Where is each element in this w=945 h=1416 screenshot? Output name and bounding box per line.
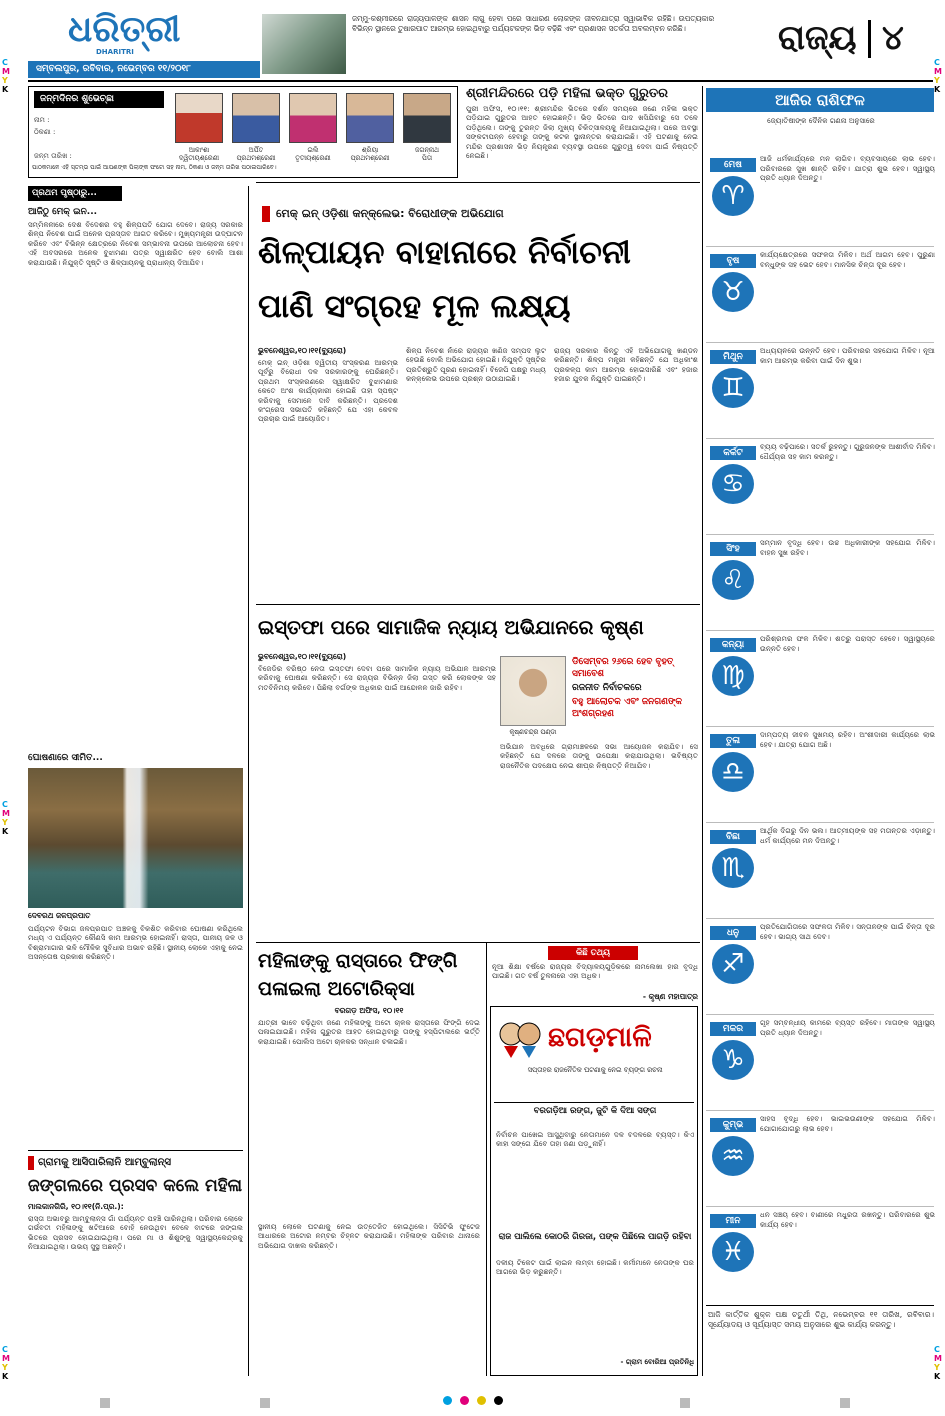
color-dot-yellow (477, 1396, 486, 1405)
dateline-bar (28, 61, 260, 78)
logo-text: ଧରିତ୍ରୀ (68, 9, 181, 50)
rashi-name-4: ସିଂହ (710, 542, 756, 556)
rashi-divider (706, 438, 934, 439)
rashi-text-7: ଆର୍ଥିକ ଦିଗରୁ ଦିନ ଭଲ। ଆତ୍ମୀୟଙ୍କ ସହ ମତାନ୍ତର ଏଡ଼ାନ୍ତୁ। ଧର୍ମ କାର୍ଯ୍ୟରେ ମନ ଦିଅନ୍ତୁ। (760, 826, 935, 845)
chhad-body2: ଦଳୀୟ ଟିକେଟ ପାଇଁ ଲାଇନ ଲମ୍ବା ହୋଇଛି। କର୍ମୀମାନେ ନେତାଙ୍କ ଘର ଆଗରେ ଭିଡ଼ କରୁଛନ୍ତି। (496, 1258, 694, 1277)
ambulance-body: ରାସ୍ତା ଅଭାବରୁ ଆମ୍ବୁଲାନ୍ସ ଗାଁ ପର୍ଯ୍ୟନ୍ତ ପହଞ୍ଚି ପାରିନଥିଲା। ପରିବାର ଲୋକେ ଗର୍ଭବତୀ ମହିଳାଙ୍କୁ ଖଟିଆରେ ବୋହି ନେଉଥିବା ବେଳେ ବାଟରେ ଜଙ୍ଗଲ ଭିତରେ ପ୍ରସବ ହୋଇଯାଇଥିଲା। ପରେ ମା ଓ ଶିଶୁଙ୍କୁ ସ୍ୱାସ୍ଥ୍ୟକେନ୍ଦ୍ରକୁ ନିଆଯାଇଥିଲା। ଉଭୟ ସୁସ୍ଥ ଅଛନ୍ତି। (28, 1214, 243, 1252)
dateline-text: ସମ୍ବଲପୁର, ରବିବାର, ନଭେମ୍ବର ୧୧/୨୦୧୮ (36, 64, 191, 74)
color-square-left (100, 1398, 110, 1408)
resign-photo (500, 656, 566, 726)
color-dot-cyan (443, 1396, 452, 1405)
resign-headline: ଇସ୍ତଫା ପରେ ସାମାଜିକ ନ୍ୟାୟ ଅଭିଯାନରେ କୃଷ୍ଣ (258, 616, 644, 639)
right-col-rule (702, 86, 703, 1376)
masthead-rule (28, 80, 933, 82)
color-square-right (680, 1398, 690, 1408)
left-col-body2: ପର୍ଯ୍ୟଟନ ବିଭାଗ ଜଳପ୍ରପାତ ଅଞ୍ଚଳକୁ ବିକଶିତ କରିବାର ଘୋଷଣା କରିଥିଲେ ମଧ୍ୟ ଏ ପର୍ଯ୍ୟନ୍ତ କୌଣସି କାମ ଆରମ୍ଭ ହୋଇନାହିଁ। ରାସ୍ତା, ପାନୀୟ ଜଳ ଓ ବିଶ୍ରାମାଗାର ଭଳି ମୌଳିକ ସୁବିଧାର ଅଭାବ ରହିଛି। ସ୍ଥାନୀୟ ଲୋକେ ଏହାକୁ ନେଇ ଅସନ୍ତୋଷ ପ୍ରକାଶ କରିଛନ୍ତି। (28, 924, 243, 962)
auto-col1: ଯାତ୍ରୀ ଭାବେ ଚଢ଼ିଥିବା ଜଣେ ମହିଳାଙ୍କୁ ଅଟୋ ଚାଳକ ରାସ୍ତାରେ ଫିଙ୍ଗି ଦେଇ ପଳାଇଯାଇଛି। ମହିଳା ଗୁରୁତର ଆହତ ହୋଇଥିବାରୁ ତାଙ୍କୁ ହସ୍ପିଟାଲରେ ଭର୍ତ୍ତି କରାଯାଇଛି। ପୋଲିସ ଅଟୋ ଚାଳକର ସନ୍ଧାନ ଚଳାଇଛି। (258, 1018, 480, 1046)
auto-headline-1: ମହିଳାଙ୍କୁ ରାସ୍ତାରେ ଫିଙ୍ଗି (258, 950, 458, 972)
rashi-text-1: କାର୍ଯ୍ୟକ୍ଷେତ୍ରରେ ସଫଳତା ମିଳିବ। ଅର୍ଥ ଆଗମ ହେବ। ପୁରୁଣା ବନ୍ଧୁଙ୍କ ସହ ଭେଟ ହେବ। ମାନସିକ ଚିନ୍ତା ଦୂର ହେବ। (760, 250, 935, 269)
zodiac-icon: ♊ (712, 368, 754, 408)
kichhi-body: ନୂଆ ଶିକ୍ଷା ବର୍ଷରେ ରାଜ୍ୟର ବିଦ୍ୟାଳୟଗୁଡ଼ିକରେ ନାମଲେଖା ହାର ବୃଦ୍ଧି ପାଇଛି। ଗତ ବର୍ଷ ତୁଳନାରେ ଏହା ଅଧିକ। (492, 962, 698, 981)
lead-col1: ମେକ୍ ଇନ୍ ଓଡ଼ିଶା ଦ୍ୱିତୀୟ ସଂସ୍କରଣ ଆରମ୍ଭ ପୂର୍ବରୁ ବିରୋଧୀ ଦଳ ସରକାରଙ୍କୁ ଘେରିଛନ୍ତି। ପ୍ରଥମ ସଂସ୍କରଣରେ ସ୍ୱାକ୍ଷରିତ ବୁଝାମଣାର କେତେ ଅଂଶ କାର୍ଯ୍ୟକାରୀ ହୋଇଛି ତାହା ସ୍ପଷ୍ଟ କରିବାକୁ ସେମାନେ ଦାବି କରିଛନ୍ତି। ପ୍ରଦେଶ କଂଗ୍ରେସ ସଭାପତି କହିଛନ୍ତି ଯେ ଏହା କେବଳ ପ୍ରଚାର ପାଇଁ ଆୟୋଜିତ। (258, 358, 398, 424)
kid-photo-5 (403, 93, 451, 143)
color-dot-black (494, 1396, 503, 1405)
chhad-intro: ସପ୍ତାହର ରାଜନୈତିକ ଘଟଣାକୁ ନେଇ ବ୍ୟଙ୍ଗ ରଚନା (527, 1066, 663, 1074)
panjika-text: ଆଜି କାର୍ତ୍ତିକ ଶୁକ୍ଳ ପକ୍ଷ ଚତୁର୍ଥୀ ତିଥି, ନଭେମ୍ବର ୧୧ ତାରିଖ, ରବିବାର। ସୂର୍ଯ୍ୟୋଦୟ ଓ ସୂର୍ଯ୍ୟାସ୍ତ ସମୟ ଅନୁସାରେ ଶୁଭ କାର୍ଯ୍ୟ କରନ୍ତୁ। (708, 1310, 934, 1329)
chhad-cartoon-icon (496, 1016, 544, 1060)
rashi-divider (706, 1206, 934, 1207)
lead-headline-2: ପାଣି ସଂଗ୍ରହ ମୂଳ ଲକ୍ଷ୍ୟ (258, 287, 571, 325)
rashifal-bottom-rule (706, 1305, 934, 1306)
chhad-cartoon-svg (496, 1016, 544, 1060)
registration-mark-bottom: C M Y K (2, 1345, 10, 1381)
zodiac-icon: ♎ (712, 752, 754, 792)
zodiac-icon: ♈ (712, 176, 754, 216)
rashifal-author: ଜ୍ୟୋତିଷୀଙ୍କ ଦୈନିକ ଗଣନା ଅନୁସାରେ (767, 116, 875, 125)
chhad-credit: - ଗ୍ରାମ ବୋରିଆ ପ୍ରତିନିଧି (620, 1358, 694, 1366)
resign-bullet-1: ଡିସେମ୍ବର ୨୬ରେ ହେବ ବୃହତ୍ ସମାବେଶ (572, 657, 674, 679)
chhad-title: ଛଗଡ଼ମାଳି (548, 1022, 652, 1053)
resign-bullet-2: ରଜନୀତ ନିର୍ବାଚକରେ (572, 683, 642, 693)
resign-col2: ଅଭିଯାନ ଅବଧିରେ ଗ୍ରାମାଞ୍ଚଳରେ ସଭା ଆୟୋଜନ କରାଯିବ। ସେ କହିଛନ୍ତି ଯେ ଦଳରେ ତାଙ୍କୁ ଉପେକ୍ଷା କରାଯାଉଥିଲା। ଭବିଷ୍ୟତ ରାଜନୈତିକ ପଦକ୍ଷେପ ନେଇ ଶୀଘ୍ର ନିଷ୍ପତ୍ତି ନିଆଯିବ। (500, 742, 698, 770)
rashi-text-3: ବ୍ୟୟ ବଢ଼ିପାରେ। ସତର୍କ ରୁହନ୍ତୁ। ଗୁରୁଜନଙ୍କ ଆଶୀର୍ବାଦ ମିଳିବ। ଧୈର୍ଯ୍ୟର ସହ କାମ କରନ୍ତୁ। (760, 442, 935, 461)
color-dot-magenta (460, 1396, 469, 1405)
chhad-body1: ନିର୍ବାଚନ ପାଖେଇ ଆସୁଥିବାରୁ ନେତାମାନେ ଦଳ ବଦଳରେ ବ୍ୟସ୍ତ। କିଏ କାହା ସଙ୍ଗେ ଯିବେ ତାହା ଜଣା ପଡ଼ୁନାହିଁ। (496, 1130, 694, 1149)
form-date-label: ଜନ୍ମ ତାରିଖ : (34, 152, 72, 160)
lead-col2: ଶିଳ୍ପ ନିବେଶ ନାଁରେ ରାଜ୍ୟର ଖଣିଜ ସମ୍ପଦ ଲୁଟ ହେଉଛି ବୋଲି ଅଭିଯୋଗ ହୋଇଛି। ନିଯୁକ୍ତି ସୃଷ୍ଟିର ପ୍ରତିଶ୍ରୁତି ପୂରଣ ହୋଇନାହିଁ। ବିଜେପି ପକ୍ଷରୁ ମଧ୍ୟ କନ୍‌କ୍ଲେଭ ଉପରେ ପ୍ରଶ୍ନ ଉଠାଯାଇଛି। (406, 346, 546, 384)
auto-col2: ସ୍ଥାନୀୟ ଲୋକେ ଘଟଣାକୁ ନେଇ ଉତ୍ତେଜିତ ହୋଇଥିଲେ। ସିସିଟିଭି ଫୁଟେଜ ଆଧାରରେ ଅଟୋର ନମ୍ବର ଚିହ୍ନଟ କରାଯାଉଛି। ମହିଳାଙ୍କ ପରିବାର ଥାନାରେ ଅଭିଯୋଗ ଦାଖଲ କରିଛନ୍ତି। (258, 1222, 480, 1250)
zodiac-icon: ♌ (712, 560, 754, 600)
registration-mark-top: C M Y K (2, 58, 10, 94)
section-name: ରାଜ୍ୟ (778, 18, 857, 58)
bottom-color-bar (0, 1396, 945, 1410)
form-address-label: ଠିକଣା : (34, 128, 56, 136)
left-col-heading: ପ୍ରଥମ ପୃଷ୍ଠାରୁ... (28, 186, 122, 201)
rashi-name-8: ଧନୁ (710, 926, 756, 940)
resign-dateline: ଭୁବନେଶ୍ୱର,୧୦।୧୧(ବ୍ୟୁରୋ) (258, 652, 347, 661)
rashi-divider (706, 1110, 934, 1111)
form-name-label: ନାମ : (34, 116, 50, 124)
resign-top-rule (256, 604, 700, 605)
rashi-divider (706, 534, 934, 535)
rashi-text-11: ଧନ ସଞ୍ଚୟ ହେବ। ବାଣୀରେ ମଧୁରତା ରଖନ୍ତୁ। ପରିବାରରେ ଶୁଭ କାର୍ଯ୍ୟ ହେବ। (760, 1210, 935, 1229)
lead-kicker: ମେକ୍ ଇନ୍ ଓଡ଼ିଶା କନ୍‌କ୍ଲେଭ: ବିରୋଧୀଙ୍କ ଅଭିଯୋଗ (276, 207, 504, 220)
left-col-body: ସମ୍ମିଳନୀରେ ଦେଶ ବିଦେଶର ବହୁ ଶିଳ୍ପପତି ଯୋଗ ଦେବେ। ରାଜ୍ୟ ସରକାର ଶିଳ୍ପ ନିବେଶ ପାଇଁ ଅନେକ ପ୍ରସ୍ତାବ ଆଗତ କରିବେ। ମୁଖ୍ୟମନ୍ତ୍ରୀ ଉଦ୍‌ଘାଟନ କରିବେ ଏବଂ ବିଭିନ୍ନ କ୍ଷେତ୍ରରେ ନିବେଶ ସମ୍ଭାବନା ଉପରେ ଆଲୋଚନା ହେବ। ଏହି ଅବସରରେ ଅନେକ ବୁଝାମଣା ପତ୍ର ସ୍ୱାକ୍ଷରିତ ହେବ ବୋଲି ଆଶା କରାଯାଉଛି। ନିଯୁକ୍ତି ସୃଷ୍ଟି ଓ ଶିଳ୍ପାୟନକୁ ପ୍ରାଧାନ୍ୟ ଦିଆଯିବ। (28, 220, 243, 267)
zodiac-icon: ♐ (712, 944, 754, 984)
top-news-photo (262, 14, 346, 74)
zodiac-icon: ♋ (712, 464, 754, 504)
lead-headline-1: ଶିଳ୍ପାୟନ ବାହାନାରେ ନିର୍ବାଚନୀ (258, 233, 631, 271)
rashifal-title: ଆଜିର ରାଶିଫଳ (706, 88, 934, 112)
chhad-sub2: ରାଜ ପାଲିଲେ କୋଠରି ଗିରଜା, ପଙ୍କ ପିଛିଲେ ପାଗଡ଼ି ରହିବା (498, 1232, 692, 1242)
ambulance-top-rule (28, 1150, 243, 1151)
rashi-name-10: କୁମ୍ଭ (710, 1118, 756, 1132)
lead-dateline: ଭୁବନେଶ୍ୱର,୧୦।୧୧(ବ୍ୟୁରୋ) (258, 346, 347, 355)
section-divider (868, 20, 871, 58)
auto-dateline: ବରଗଡ଼ ଅଫିସ, ୧୦।୧୧ (334, 1006, 404, 1015)
kid-name-4: ଶ୍ରିୟା ପ୍ରଥମଶ୍ରେଣୀ (350, 146, 390, 162)
temple-body: ପୁରୀ ଅଫିସ, ୧୦।୧୧: ଶ୍ରୀମନ୍ଦିର ଭିତରେ ଦର୍ଶନ ସମୟରେ ଜଣେ ମହିଳା ଭକ୍ତ ପଡ଼ିଯାଇ ଗୁରୁତର ଆହତ ହୋଇଛନ୍ତି। ଭିଡ଼ ଭିତରେ ପାଦ ଖସିଯିବାରୁ ସେ ତଳେ ପଡ଼ିଥିଲେ। ତାଙ୍କୁ ତୁରନ୍ତ ଜିଲା ମୁଖ୍ୟ ଚିକିତ୍ସାଳୟକୁ ନିଆଯାଇଥିଲା। ପରେ ଅବସ୍ଥା ସଙ୍କଟାପନ୍ନ ହେବାରୁ ତାଙ୍କୁ କଟକ ସ୍ଥାନାନ୍ତର କରାଯାଇଛି। ଏହି ଘଟଣାକୁ ନେଇ ମନ୍ଦିର ପ୍ରଶାସନ ଭିଡ଼ ନିୟନ୍ତ୍ରଣ ବ୍ୟବସ୍ଥା ଉପରେ ଗୁରୁତ୍ୱ ଦେବା ପାଇଁ ନିଷ୍ପତ୍ତି ନେଇଛି। (466, 104, 698, 161)
photo-caption: ଦେବରଥ ଜଳପ୍ରପାତ (28, 911, 91, 920)
ambulance-headline: ଜଙ୍ଗଲରେ ପ୍ରସବ କଲେ ମହିଳା (28, 1176, 243, 1196)
birthday-title: ଜନ୍ମଦିନର ଶୁଭେଚ୍ଛା (34, 91, 164, 108)
zodiac-icon: ♉ (712, 272, 754, 312)
logo-subtext: DHARITRI (96, 48, 134, 56)
rashi-divider (706, 630, 934, 631)
rashi-text-9: ଗୃହ ସମ୍ବନ୍ଧୀୟ କାମରେ ବ୍ୟସ୍ତ ରହିବେ। ମାତାଙ୍କ ସ୍ୱାସ୍ଥ୍ୟ ପ୍ରତି ଧ୍ୟାନ ଦିଅନ୍ତୁ। (760, 1018, 935, 1037)
rashi-divider (706, 822, 934, 823)
registration-mark-bottom-right: C M Y K (934, 1345, 942, 1381)
left-col-rule (248, 186, 249, 1376)
resign-bullet-3: ବହୁ ଆଲୋଚକ ଏବଂ ଜନଗଣଙ୍କ ଅଂଶଗ୍ରହଣ (572, 697, 683, 719)
registration-mark-mid: C M Y K (2, 800, 10, 836)
rashi-name-3: କର୍କଟ (710, 446, 756, 460)
rashi-text-0: ଆଜି ଧର୍ମକାର୍ଯ୍ୟରେ ମନ ଲାଗିବ। ବ୍ୟବସାୟରେ ଲାଭ ହେବ। ପରିବାରରେ ସୁଖ ଶାନ୍ତି ରହିବ। ଯାତ୍ରା ଶୁଭ ହେବ। ସ୍ୱାସ୍ଥ୍ୟ ପ୍ରତି ଧ୍ୟାନ ଦିଅନ୍ତୁ। (760, 154, 935, 183)
masthead-logo (68, 10, 198, 58)
kid-photo-3 (289, 93, 337, 143)
rashi-divider (706, 1014, 934, 1015)
lead-top-rule (256, 182, 700, 183)
kid-photo-4 (346, 93, 394, 143)
rashi-text-10: ସାହସ ବୃଦ୍ଧି ହେବ। ଭାଇଭଉଣୀଙ୍କ ସହଯୋଗ ମିଳିବ। ଯୋଗାଯୋଗରୁ ଲାଭ ହେବ। (760, 1114, 935, 1133)
rashi-text-2: ଅଧ୍ୟୟନରେ ଉନ୍ନତି ହେବ। ପରିବାରର ସହଯୋଗ ମିଳିବ। ନୂଆ କାମ ଆରମ୍ଭ କରିବା ପାଇଁ ଦିନ ଶୁଭ। (760, 346, 935, 365)
kichhi-credit: - କୃଷ୍ଣ ମହାପାତ୍ର (642, 992, 698, 1001)
kichhi-title: କିଛି ତଥ୍ୟ (548, 946, 638, 960)
resign-col1: ବିଜେଡିର ବରିଷ୍ଠ ନେତା ଇସ୍ତଫା ଦେବା ପରେ ସାମାଜିକ ନ୍ୟାୟ ଅଭିଯାନ ଆରମ୍ଭ କରିବାକୁ ଘୋଷଣା କରିଛନ୍ତି। ସେ ରାଜ୍ୟର ବିଭିନ୍ନ ଜିଲା ଗସ୍ତ କରି ଲୋକଙ୍କ ସହ ମତବିନିମୟ କରିବେ। ପିଛିଲା ବର୍ଗଙ୍କ ଅଧିକାର ପାଇଁ ଆନ୍ଦୋଳନ ଜାରି ରହିବ। (258, 664, 496, 692)
rashi-name-6: ତୁଳା (710, 734, 756, 748)
rashi-divider (706, 342, 934, 343)
page-number: ୪ (882, 18, 904, 58)
rashi-name-9: ମକର (710, 1022, 756, 1036)
rashi-name-1: ବୃଷ (710, 254, 756, 268)
rashi-text-5: ପରିଶ୍ରମର ଫଳ ମିଳିବ। ଶତ୍ରୁ ପରାସ୍ତ ହେବେ। ସ୍ୱାସ୍ଥ୍ୟରେ ଉନ୍ନତି ହେବ। (760, 634, 935, 653)
rashi-text-6: ଦାମ୍ପତ୍ୟ ଜୀବନ ସୁଖମୟ ରହିବ। ଅଂଶୀଦାରୀ କାର୍ଯ୍ୟରେ ଲାଭ ହେବ। ଯାତ୍ରା ଯୋଗ ଅଛି। (760, 730, 935, 749)
lead-kicker-bar (262, 206, 270, 222)
ambulance-kicker-bar (28, 1156, 34, 1170)
kid-name-5: ଜଗନ୍ନାଥ ପିତା (414, 146, 440, 162)
resign-bullet-box (572, 656, 698, 734)
zodiac-icon: ♑ (712, 1040, 754, 1080)
rashi-name-2: ମିଥୁନ (710, 350, 756, 364)
left-col-kicker: ଆଜିଠୁ ମେକ୍ ଇନ... (28, 207, 98, 217)
rashi-text-4: ସମ୍ମାନ ବୃଦ୍ଧି ହେବ। ଉଚ୍ଚ ଅଧିକାରୀଙ୍କ ସହଯୋଗ ମିଳିବ। ବାହନ ସୁଖ ରହିବ। (760, 538, 935, 557)
ambulance-kicker: ଗ୍ରାମକୁ ଆସିପାରିଲାନି ଆମ୍ବୁଲାନ୍ସ (38, 1157, 172, 1168)
waterfall-photo (28, 768, 243, 908)
ambulance-dateline: ମାଲକାନଗିରି, ୧୦।୧୧(ନି.ପ୍ର.): (28, 1202, 124, 1211)
zodiac-icon: ♏ (712, 848, 754, 888)
birthday-note: ପାଠକମାନେ ଏହି ସ୍ତମ୍ଭ ପାଇଁ ଆପଣଙ୍କ ପିଲାଙ୍କ ଫଟୋ ସହ ନାମ, ଠିକଣା ଓ ଜନ୍ମ ତାରିଖ ପଠାଇପାରିବେ। (32, 164, 277, 171)
photo-kicker: ଘୋଷଣାରେ ସୀମିତ... (28, 753, 103, 763)
birthday-form (34, 114, 164, 162)
kichhi-left-rule (486, 942, 487, 1376)
zodiac-icon: ♒ (712, 1136, 754, 1176)
rashi-divider (706, 726, 934, 727)
resign-photo-caption: କୃଷ୍ଣଚନ୍ଦ୍ର ପଣ୍ଡା (509, 728, 557, 736)
kid-name-1: ଆକାଂଶା ଦ୍ୱିତୀୟଶ୍ରେଣୀ (178, 146, 220, 162)
auto-top-rule (256, 942, 700, 943)
rashi-name-5: କନ୍ୟା (710, 638, 756, 652)
kid-photo-2 (232, 93, 280, 143)
color-square-right2 (840, 1398, 850, 1408)
rashi-name-7: ବିଛା (710, 830, 756, 844)
temple-headline: ଶ୍ରୀମନ୍ଦିରରେ ପଡ଼ି ମହିଳା ଭକ୍ତ ଗୁରୁତର (466, 86, 668, 101)
color-square-left2 (260, 1398, 270, 1408)
registration-mark-right: C M Y K (934, 58, 942, 94)
rashi-name-11: ମୀନ (710, 1214, 756, 1228)
chhad-sub1: ବରଗଡ଼ିଆ ରଙ୍ଗ, ଜୁଟି କି ଦିଆ ସଙ୍ଗ (533, 1106, 657, 1116)
kid-photo-1 (175, 93, 223, 143)
lead-col3: ରାଜ୍ୟ ସରକାର କିନ୍ତୁ ଏହି ଅଭିଯୋଗକୁ ଖଣ୍ଡନ କରିଛନ୍ତି। ଶିଳ୍ପ ମନ୍ତ୍ରୀ କହିଛନ୍ତି ଯେ ଅଧିକାଂଶ ପ୍ରକଳ୍ପ କାମ ଆରମ୍ଭ ହୋଇସାରିଛି ଏବଂ ହଜାର ହଜାର ଯୁବକ ନିଯୁକ୍ତି ପାଇଛନ୍ତି। (554, 346, 698, 384)
chhad-divider (494, 1102, 694, 1103)
top-news-text: ଜମ୍ମୁ-କଶ୍ମୀରରେ ରାଜ୍ୟପାଳଙ୍କ ଶାସନ ଲାଗୁ ହେବା ପରେ ସାଧାରଣ ଲୋକଙ୍କ ଜୀବନଯାତ୍ରା ସ୍ୱାଭାବିକ ରହିଛି। ଉପତ୍ୟକାର ବିଭିନ୍ନ ସ୍ଥାନରେ ତୁଷାରପାତ ଆରମ୍ଭ ହୋଇଥିବାରୁ ପର୍ଯ୍ୟଟକଙ୍କ ଭିଡ଼ ବଢ଼ିଛି ଏବଂ ପ୍ରଶାସନ ସତର୍କତା ଅବଲମ୍ବନ କରିଛି। (352, 14, 714, 33)
rashi-divider (706, 246, 934, 247)
rashi-divider (706, 918, 934, 919)
kid-name-2: ଅର୍ପିତ ପ୍ରଥମଶ୍ରେଣୀ (236, 146, 276, 162)
rashi-text-8: ପ୍ରତିଯୋଗିତାରେ ସଫଳତା ମିଳିବ। ସନ୍ତାନଙ୍କ ପାଇଁ ଚିନ୍ତା ଦୂର ହେବ। ଭାଗ୍ୟ ସାଥ ଦେବ। (760, 922, 935, 941)
zodiac-icon: ♍ (712, 656, 754, 696)
auto-headline-2: ପଳାଇଲା ଅଟୋରିକ୍ସା (258, 978, 415, 1000)
kid-name-3: ଇଲି ତୃତୀୟଶ୍ରେଣୀ (295, 146, 331, 162)
zodiac-icon: ♓ (712, 1232, 754, 1272)
rashi-name-0: ମେଷ (710, 158, 756, 172)
